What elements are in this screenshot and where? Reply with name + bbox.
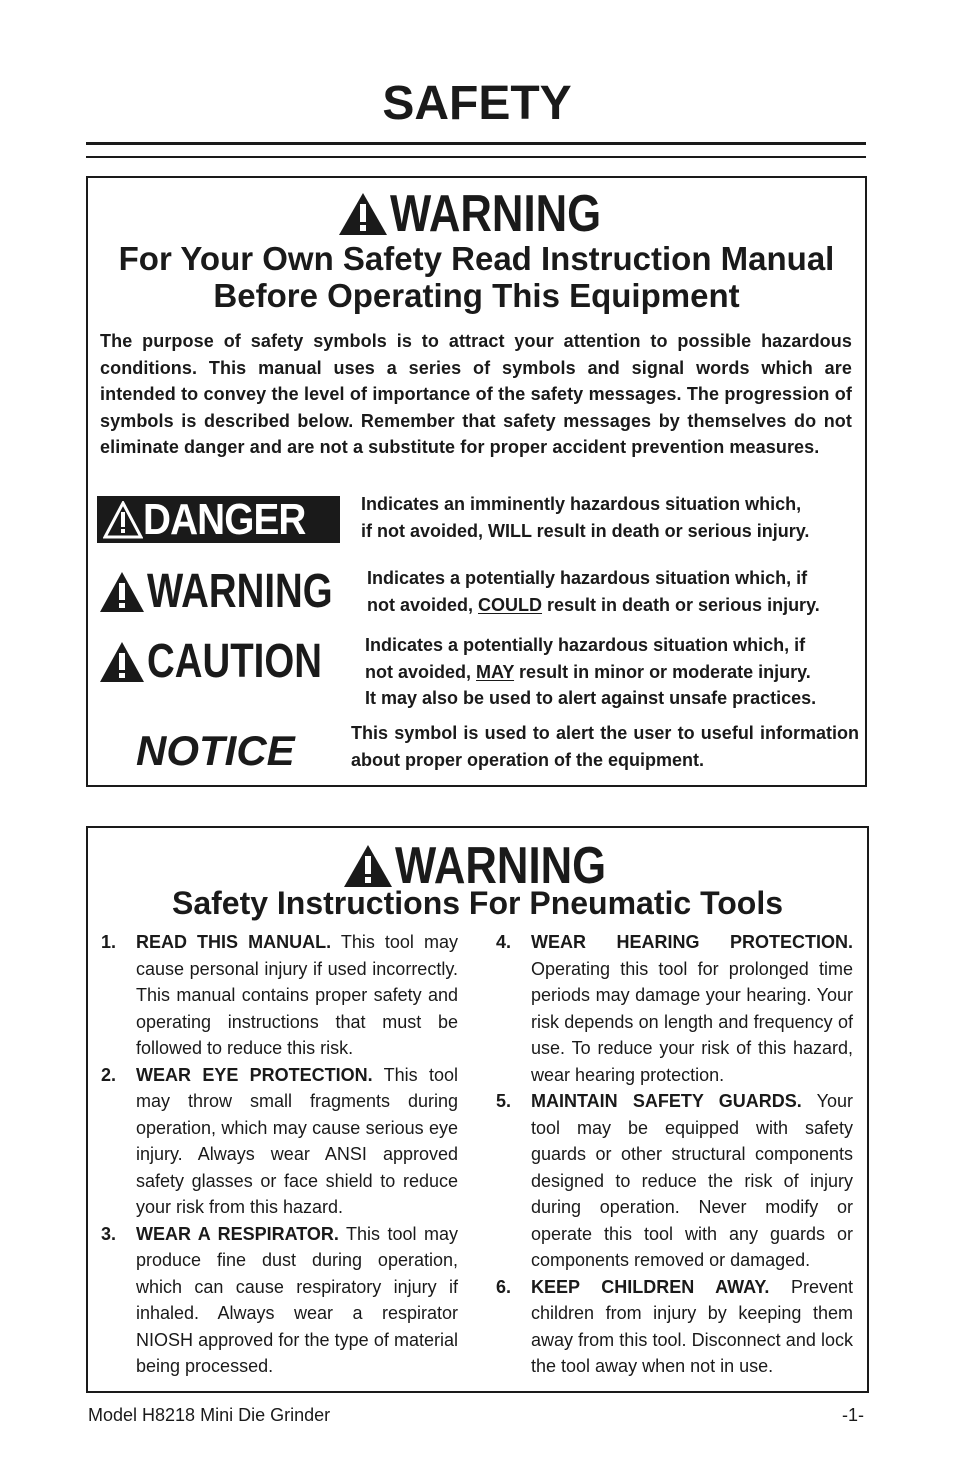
item-number: 5. (496, 1091, 512, 1111)
item-number: 2. (101, 1064, 117, 1085)
caution-wordmark (99, 635, 366, 688)
item-number: 4. (496, 932, 512, 952)
item-body: This tool may produce fine dust during operation, which can cause respiratory injury if inhaled. Always wear a respirator NIOSH approved for the type of material being processed. (136, 1223, 458, 1376)
caution-desc-post: result in minor or moderate injury. (514, 661, 811, 682)
item-body: Your tool may be equipped with safety guards or other structural components designed to reduce the risk of injury during operation. Never modify or operate this tool with any guards or components removed or damaged. (531, 1091, 853, 1270)
item-number: 1. (101, 932, 117, 952)
notice-description: This symbol is used to alert the user to useful information about proper operation of the equipment. (351, 723, 859, 770)
list-item (101, 929, 458, 1062)
caution-word: CAUTION (147, 635, 322, 688)
footer-page-number: -1- (842, 1405, 864, 1425)
caution-desc-pre: not avoided, (365, 661, 477, 682)
item-lead: READ THIS MANUAL. (136, 932, 332, 952)
danger-desc-line2: if not avoided, WILL result in death or serious injury. (361, 520, 810, 541)
list-item (496, 1274, 853, 1380)
item-body: This tool may cause personal injury if used incorrectly. This manual contains proper safety and operating instructions that must be followed to reduce this risk. (136, 932, 458, 1058)
footer-model: Model H8218 Mini Die Grinder (88, 1405, 331, 1425)
warning-desc-pre: not avoided, (367, 594, 479, 615)
warning-triangle-icon (99, 571, 145, 613)
warning-desc-post: result in death or serious injury. (542, 594, 820, 615)
item-lead: KEEP CHILDREN AWAY. (531, 1276, 770, 1297)
list-item (101, 1221, 458, 1380)
item-number: 3. (101, 1223, 117, 1244)
caution-desc-line1: Indicates a potentially hazardous situation which, if (365, 635, 806, 655)
warning-description (367, 565, 820, 618)
manual-heading-line1: For Your Own Safety Read Instruction Manual (118, 240, 835, 277)
intro-paragraph: The purpose of safety symbols is to attract your attention to possible hazardous conditions. This manual uses a series of symbols and signal words which are intended to convey the level of importance of the safety messages. The progression of symbols is described below. Remember that safety messages by themselves do not eliminate danger and are not a substitute for proper accident prevention measures. (100, 331, 852, 457)
instructions-right-column (496, 929, 853, 1380)
danger-word: DANGER (143, 496, 306, 543)
notice-word: NOTICE (136, 727, 295, 774)
title-rule-thick (86, 142, 866, 145)
warning-triangle-icon (338, 192, 388, 236)
title-rule-thin (86, 156, 866, 158)
item-body: Prevent children from injury by keeping them away from this tool. Disconnect and lock the tool away when not in use. (531, 1276, 853, 1376)
pneumatic-safety-box (86, 826, 869, 1393)
item-lead: WEAR A RESPIRATOR. (136, 1223, 339, 1244)
instructions-left-column (101, 929, 458, 1380)
warning-wordmark (99, 565, 379, 618)
warning-word-row: WARNING (147, 565, 333, 618)
caution-desc-line3: It may also be used to alert against unsafe practices. (365, 688, 817, 708)
warning-triangle-icon (103, 501, 143, 539)
item-body: This tool may throw small fragments during operation, which may cause serious eye injury. Always wear ANSI approved safety glasses or face shield to reduce your risk from this hazard. (136, 1064, 458, 1217)
list-item (496, 1088, 853, 1274)
item-lead: WEAR HEARING PROTECTION. (531, 932, 853, 952)
manual-heading-line2: Before Operating This Equipment (213, 277, 740, 314)
warning-word: WARNING (390, 185, 602, 243)
danger-description (361, 491, 809, 544)
danger-badge (97, 496, 340, 543)
warning-desc-emphasis: COULD (478, 594, 543, 615)
list-item (496, 929, 853, 1088)
signal-words-box (86, 176, 867, 787)
warning-triangle-icon (99, 641, 145, 683)
warning-desc-line1: Indicates a potentially hazardous situation which, if (367, 568, 808, 588)
item-body: Operating this tool for prolonged time periods may damage your hearing. Your risk depends on length and frequency of use. To reduce your risk of this hazard, wear hearing protection. (531, 958, 853, 1085)
item-lead: MAINTAIN SAFETY GUARDS. (531, 1091, 802, 1111)
page-title: SAFETY (382, 77, 572, 130)
warning-wordmark-top (338, 185, 641, 243)
danger-desc-line1: Indicates an imminently hazardous situation which, (361, 494, 802, 514)
pneumatic-heading: Safety Instructions For Pneumatic Tools (171, 885, 784, 921)
warning-triangle-icon (343, 844, 393, 888)
warning-word-pneumatic: WARNING (395, 837, 607, 895)
caution-desc-emphasis: MAY (476, 661, 515, 682)
caution-description (365, 632, 816, 712)
item-number: 6. (496, 1276, 512, 1297)
item-lead: WEAR EYE PROTECTION. (136, 1064, 373, 1085)
list-item (101, 1062, 458, 1221)
